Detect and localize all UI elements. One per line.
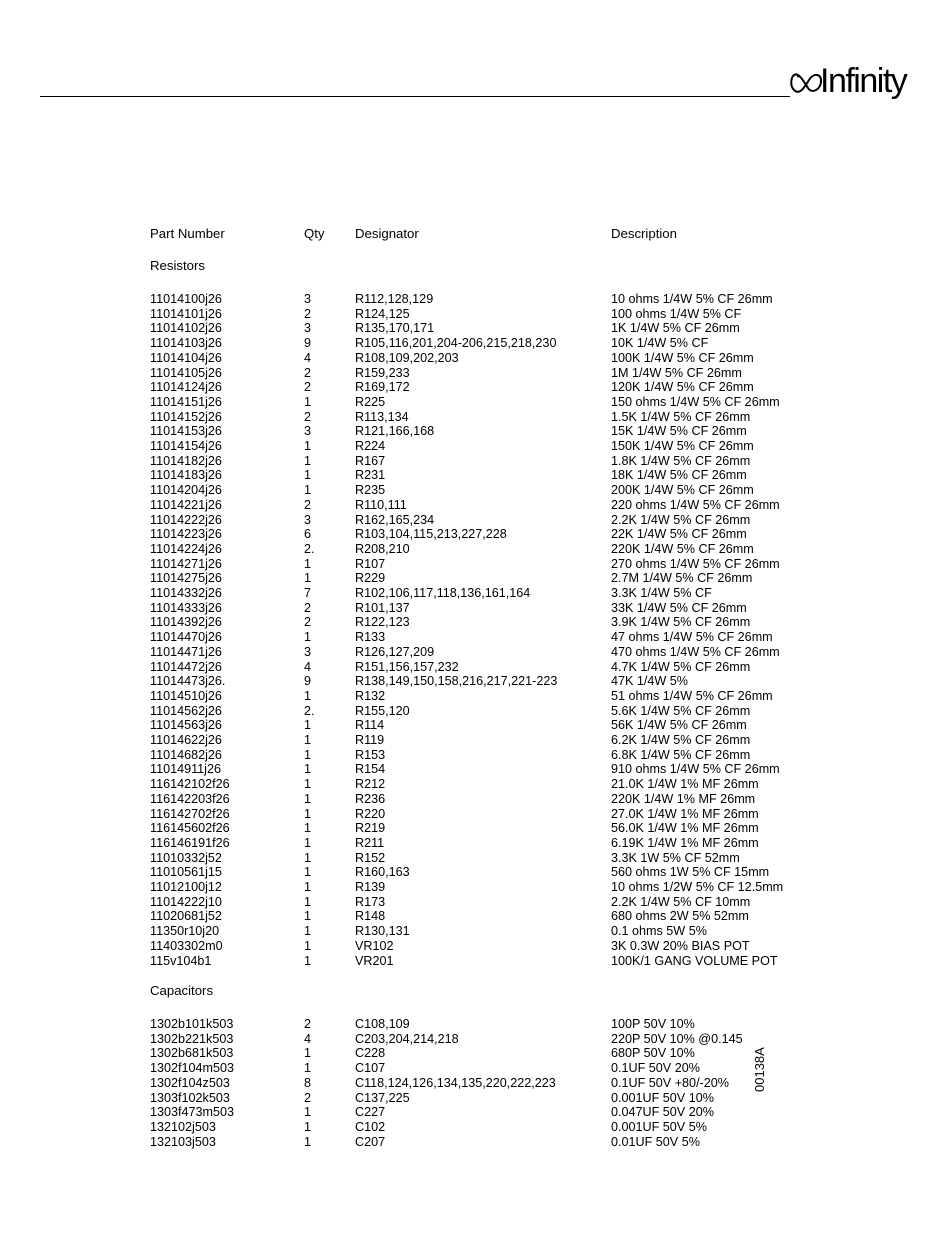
cell-designator: R148 — [355, 909, 386, 924]
cell-part-number: 11014104j26 — [150, 350, 222, 365]
cell-designator: R135,170,171 — [355, 321, 435, 336]
cell-qty: 1 — [304, 821, 312, 836]
cell-part-number: 11014224j26 — [150, 541, 222, 556]
cell-part-number: 11020681j52 — [150, 909, 222, 924]
cell-part-number: 11014102j26 — [150, 321, 222, 336]
cell-designator: R173 — [355, 894, 386, 909]
cell-qty: 3 — [304, 424, 312, 439]
cell-description: 1.5K 1/4W 5% CF 26mm — [611, 409, 751, 424]
cell-designator: R208,210 — [355, 541, 410, 556]
cell-designator: R169,172 — [355, 380, 410, 395]
cell-designator: R101,137 — [355, 600, 410, 615]
col-part-number: Part Number — [150, 226, 225, 241]
cell-qty: 2 — [304, 1017, 312, 1031]
cell-description: 0.01UF 50V 5% — [611, 1134, 700, 1149]
cell-part-number: 11014100j26 — [150, 292, 222, 306]
cell-description: 2.2K 1/4W 5% CF 10mm — [611, 894, 751, 909]
cell-part-number: 11014510j26 — [150, 688, 222, 703]
cell-designator: R124,125 — [355, 306, 410, 321]
cell-designator: R231 — [355, 468, 386, 483]
cell-description: 0.001UF 50V 10% — [611, 1090, 714, 1105]
cell-designator: R113,134 — [355, 409, 409, 424]
cell-description: 56.0K 1/4W 1% MF 26mm — [611, 821, 759, 836]
cell-description: 18K 1/4W 5% CF 26mm — [611, 468, 747, 483]
cell-description: 470 ohms 1/4W 5% CF 26mm — [611, 644, 780, 659]
cell-designator: R236 — [355, 791, 386, 806]
cell-designator: R160,163 — [355, 865, 410, 880]
cell-part-number: 115v104b1 — [150, 953, 212, 968]
cell-designator: C228 — [355, 1046, 386, 1061]
cell-description: 100P 50V 10% — [611, 1017, 695, 1031]
cell-qty: 1 — [304, 1105, 312, 1120]
cell-part-number: 116145602f26 — [150, 821, 230, 836]
cell-part-number: 116142702f26 — [150, 806, 230, 821]
cell-qty: 2 — [304, 380, 312, 395]
cell-part-number: 11014473j26. — [150, 674, 226, 689]
cell-description: 220P 50V 10% @0.145 — [611, 1031, 743, 1046]
cell-part-number: 132102j503 — [150, 1119, 216, 1134]
cell-qty: 1 — [304, 1134, 312, 1149]
cell-designator: R154 — [355, 762, 386, 777]
cell-description: 0.1UF 50V +80/-20% — [611, 1075, 729, 1090]
cell-qty: 1 — [304, 880, 312, 894]
cell-qty: 1 — [304, 439, 312, 453]
cell-part-number: 11014223j26 — [150, 527, 222, 542]
cell-part-number: 11014182j26 — [150, 453, 222, 468]
cell-designator: C137,225 — [355, 1090, 410, 1105]
cell-qty: 1 — [304, 806, 312, 821]
cell-description: 6.2K 1/4W 5% CF 26mm — [611, 733, 751, 747]
cell-part-number: 11014105j26 — [150, 365, 222, 380]
cell-description: 220K 1/4W 5% CF 26mm — [611, 541, 754, 556]
cell-description: 270 ohms 1/4W 5% CF 26mm — [611, 556, 780, 571]
cell-part-number: 1303f102k503 — [150, 1090, 230, 1105]
cell-part-number: 11014562j26 — [150, 703, 222, 718]
cell-designator: R162,165,234 — [355, 512, 435, 527]
cell-description: 220 ohms 1/4W 5% CF 26mm — [611, 497, 780, 512]
cell-qty: 1 — [304, 835, 312, 850]
cell-qty: 1 — [304, 850, 312, 865]
cell-qty: 3 — [304, 292, 312, 306]
cell-designator: R132 — [355, 688, 386, 703]
brand-logo — [790, 62, 920, 104]
cell-qty: 1 — [304, 894, 312, 909]
cell-qty: 2. — [304, 703, 315, 718]
cell-qty: 2 — [304, 615, 312, 630]
cell-part-number: 11014151j26 — [150, 394, 222, 409]
cell-part-number: 11350r10j20 — [150, 924, 220, 939]
cell-qty: 1 — [304, 924, 312, 939]
cell-designator: R155,120 — [355, 703, 410, 718]
cell-part-number: 11014911j26 — [150, 762, 221, 777]
cell-designator: R153 — [355, 747, 386, 762]
cell-designator: R229 — [355, 571, 386, 586]
cell-designator: R224 — [355, 439, 386, 453]
cell-description: 10 ohms 1/4W 5% CF 26mm — [611, 292, 773, 306]
cell-part-number: 116146191f26 — [150, 835, 230, 850]
cell-designator: R138,149,150,158,216,217,221-223 — [355, 674, 558, 689]
cell-designator: R119 — [355, 733, 385, 747]
cell-qty: 9 — [304, 336, 312, 351]
cell-qty: 1 — [304, 777, 312, 792]
cell-description: 4.7K 1/4W 5% CF 26mm — [611, 659, 751, 674]
cell-description: 150 ohms 1/4W 5% CF 26mm — [611, 394, 780, 409]
cell-qty: 1 — [304, 865, 312, 880]
cell-part-number: 11014333j26 — [150, 600, 222, 615]
cell-qty: 3 — [304, 644, 312, 659]
cell-designator: R159,233 — [355, 365, 410, 380]
cell-qty: 1 — [304, 483, 312, 498]
cell-description: 3.3K 1W 5% CF 52mm — [611, 850, 740, 865]
cell-qty: 2 — [304, 600, 312, 615]
cell-designator: R211 — [355, 835, 385, 850]
cell-designator: R130,131 — [355, 924, 410, 939]
cell-part-number: 11014563j26 — [150, 718, 222, 733]
cell-description: 56K 1/4W 5% CF 26mm — [611, 718, 747, 733]
cell-designator: C118,124,126,134,135,220,222,223 — [355, 1075, 556, 1090]
cell-description: 150K 1/4W 5% CF 26mm — [611, 439, 754, 453]
cell-designator: R121,166,168 — [355, 424, 435, 439]
cell-description: 0.047UF 50V 20% — [611, 1105, 714, 1120]
cell-qty: 1 — [304, 453, 312, 468]
cell-qty: 7 — [304, 586, 312, 600]
cell-part-number: 11014622j26 — [150, 733, 222, 747]
cell-part-number: 11014221j26 — [150, 497, 222, 512]
cell-qty: 4 — [304, 659, 312, 674]
cell-part-number: 11010332j52 — [150, 850, 222, 865]
col-designator: Designator — [355, 226, 419, 241]
cell-qty: 3 — [304, 321, 312, 336]
cell-part-number: 11014470j26 — [150, 630, 222, 645]
cell-designator: R167 — [355, 453, 386, 468]
cell-part-number: 132103j503 — [150, 1134, 216, 1149]
cell-part-number: 1302f104z503 — [150, 1075, 230, 1090]
cell-description: 6.19K 1/4W 1% MF 26mm — [611, 835, 759, 850]
cell-description: 5.6K 1/4W 5% CF 26mm — [611, 703, 751, 718]
cell-qty: 1 — [304, 394, 312, 409]
cell-designator: R102,106,117,118,136,161,164 — [355, 586, 531, 600]
cell-qty: 1 — [304, 1119, 312, 1134]
cell-part-number: 11014275j26 — [150, 571, 222, 586]
cell-description: 100K/1 GANG VOLUME POT — [611, 953, 778, 968]
cell-description: 560 ohms 1W 5% CF 15mm — [611, 865, 770, 880]
section-title-resistors: Resistors — [150, 258, 205, 273]
cell-description: 10K 1/4W 5% CF — [611, 336, 709, 351]
cell-designator: C108,109 — [355, 1017, 410, 1031]
cell-part-number: 11010561j15 — [150, 865, 222, 880]
cell-qty: 1 — [304, 1046, 312, 1061]
cell-description: 33K 1/4W 5% CF 26mm — [611, 600, 747, 615]
cell-designator: R152 — [355, 850, 386, 865]
cell-description: 1K 1/4W 5% CF 26mm — [611, 321, 740, 336]
cell-designator: R235 — [355, 483, 386, 498]
cell-part-number: 11014471j26 — [150, 644, 222, 659]
cell-qty: 1 — [304, 762, 312, 777]
cell-designator: R107 — [355, 556, 386, 571]
cell-part-number: 1302b681k503 — [150, 1046, 234, 1061]
cell-part-number: 11014124j26 — [150, 380, 222, 395]
cell-qty: 9 — [304, 674, 312, 689]
cell-designator: R212 — [355, 777, 386, 792]
col-description: Description — [611, 226, 677, 241]
cell-part-number: 11014204j26 — [150, 483, 222, 498]
cell-description: 200K 1/4W 5% CF 26mm — [611, 483, 754, 498]
cell-qty: 2 — [304, 409, 312, 424]
cell-part-number: 11014152j26 — [150, 409, 222, 424]
document-id: 00138A — [752, 1047, 767, 1092]
cell-description: 0.001UF 50V 5% — [611, 1119, 707, 1134]
cell-qty: 2 — [304, 1090, 312, 1105]
cell-part-number: 11014101j26 — [150, 306, 222, 321]
cell-description: 1M 1/4W 5% CF 26mm — [611, 365, 742, 380]
cell-part-number: 11014154j26 — [150, 439, 222, 453]
cell-description: 47 ohms 1/4W 5% CF 26mm — [611, 630, 773, 645]
cell-description: 47K 1/4W 5% — [611, 674, 689, 689]
cell-designator: C102 — [355, 1119, 386, 1134]
cell-designator: VR201 — [355, 953, 394, 968]
cell-description: 0.1UF 50V 20% — [611, 1061, 700, 1076]
cell-qty: 1 — [304, 733, 312, 747]
cell-qty: 1 — [304, 791, 312, 806]
header-rule — [40, 96, 790, 97]
cell-qty: 8 — [304, 1075, 312, 1090]
cell-designator: R133 — [355, 630, 386, 645]
cell-designator: VR102 — [355, 938, 394, 953]
cell-description: 0.1 ohms 5W 5% — [611, 924, 707, 939]
cell-designator: R220 — [355, 806, 386, 821]
cell-description: 27.0K 1/4W 1% MF 26mm — [611, 806, 759, 821]
cell-designator: R126,127,209 — [355, 644, 435, 659]
cell-qty: 1 — [304, 718, 312, 733]
cell-part-number: 11014103j26 — [150, 336, 222, 351]
cell-description: 51 ohms 1/4W 5% CF 26mm — [611, 688, 773, 703]
cell-description: 120K 1/4W 5% CF 26mm — [611, 380, 754, 395]
section-title-capacitors: Capacitors — [150, 983, 214, 998]
cell-qty: 1 — [304, 688, 312, 703]
cell-part-number: 11014392j26 — [150, 615, 222, 630]
cell-qty: 1 — [304, 938, 312, 953]
cell-designator: R105,116,201,204-206,215,218,230 — [355, 336, 557, 351]
cell-designator: C227 — [355, 1105, 386, 1120]
cell-designator: R103,104,115,213,227,228 — [355, 527, 507, 542]
cell-qty: 2 — [304, 497, 312, 512]
cell-description: 6.8K 1/4W 5% CF 26mm — [611, 747, 751, 762]
cell-part-number: 11014682j26 — [150, 747, 222, 762]
cell-part-number: 11014271j26 — [150, 556, 222, 571]
cell-designator: C207 — [355, 1134, 386, 1149]
cell-designator: R122,123 — [355, 615, 410, 630]
cell-qty: 4 — [304, 350, 312, 365]
cell-description: 10 ohms 1/2W 5% CF 12.5mm — [611, 880, 784, 894]
cell-description: 680 ohms 2W 5% 52mm — [611, 909, 749, 924]
cell-part-number: 11014183j26 — [150, 468, 222, 483]
cell-part-number: 1302b101k503 — [150, 1017, 234, 1031]
cell-part-number: 11014332j26 — [150, 586, 222, 600]
cell-description: 2.2K 1/4W 5% CF 26mm — [611, 512, 751, 527]
cell-description: 100 ohms 1/4W 5% CF — [611, 306, 742, 321]
cell-designator: R219 — [355, 821, 386, 836]
cell-part-number: 116142102f26 — [150, 777, 230, 792]
cell-designator: C203,204,214,218 — [355, 1031, 459, 1046]
cell-designator: R139 — [355, 880, 386, 894]
cell-part-number: 116142203f26 — [150, 791, 230, 806]
cell-part-number: 11014222j26 — [150, 512, 222, 527]
cell-description: 22K 1/4W 5% CF 26mm — [611, 527, 747, 542]
cell-description: 2.7M 1/4W 5% CF 26mm — [611, 571, 753, 586]
cell-description: 100K 1/4W 5% CF 26mm — [611, 350, 754, 365]
col-qty: Qty — [304, 226, 325, 241]
cell-part-number: 11403302m0 — [150, 938, 223, 953]
cell-qty: 6 — [304, 527, 312, 542]
cell-description: 3.3K 1/4W 5% CF — [611, 586, 712, 600]
cell-designator: R110,111 — [355, 497, 407, 512]
cell-qty: 1 — [304, 468, 312, 483]
cell-part-number: 11012100j12 — [150, 880, 222, 894]
cell-description: 15K 1/4W 5% CF 26mm — [611, 424, 747, 439]
cell-part-number: 11014222j10 — [150, 894, 222, 909]
cell-qty: 1 — [304, 909, 312, 924]
cell-qty: 1 — [304, 556, 312, 571]
cell-part-number: 1303f473m503 — [150, 1105, 235, 1120]
cell-description: 910 ohms 1/4W 5% CF 26mm — [611, 762, 780, 777]
cell-designator: R225 — [355, 394, 386, 409]
cell-part-number: 11014153j26 — [150, 424, 222, 439]
cell-qty: 2 — [304, 306, 312, 321]
cell-qty: 1 — [304, 630, 312, 645]
cell-description: 3K 0.3W 20% BIAS POT — [611, 938, 750, 953]
cell-designator: R151,156,157,232 — [355, 659, 459, 674]
cell-qty: 1 — [304, 953, 312, 968]
cell-part-number: 11014472j26 — [150, 659, 222, 674]
cell-qty: 2. — [304, 541, 315, 556]
cell-qty: 4 — [304, 1031, 312, 1046]
cell-designator: R108,109,202,203 — [355, 350, 459, 365]
cell-description: 3.9K 1/4W 5% CF 26mm — [611, 615, 751, 630]
cell-designator: R112,128,129 — [355, 292, 434, 306]
cell-description: 1.8K 1/4W 5% CF 26mm — [611, 453, 751, 468]
cell-qty: 1 — [304, 747, 312, 762]
cell-qty: 1 — [304, 571, 312, 586]
brand-name: Infinity — [820, 62, 907, 100]
cell-qty: 3 — [304, 512, 312, 527]
cell-description: 21.0K 1/4W 1% MF 26mm — [611, 777, 759, 792]
cell-qty: 1 — [304, 1061, 312, 1076]
cell-part-number: 1302b221k503 — [150, 1031, 234, 1046]
cell-part-number: 1302f104m503 — [150, 1061, 235, 1076]
cell-description: 680P 50V 10% — [611, 1046, 695, 1061]
cell-description: 220K 1/4W 1% MF 26mm — [611, 791, 756, 806]
cell-qty: 2 — [304, 365, 312, 380]
cell-designator: R114 — [355, 718, 385, 733]
cell-designator: C107 — [355, 1061, 386, 1076]
